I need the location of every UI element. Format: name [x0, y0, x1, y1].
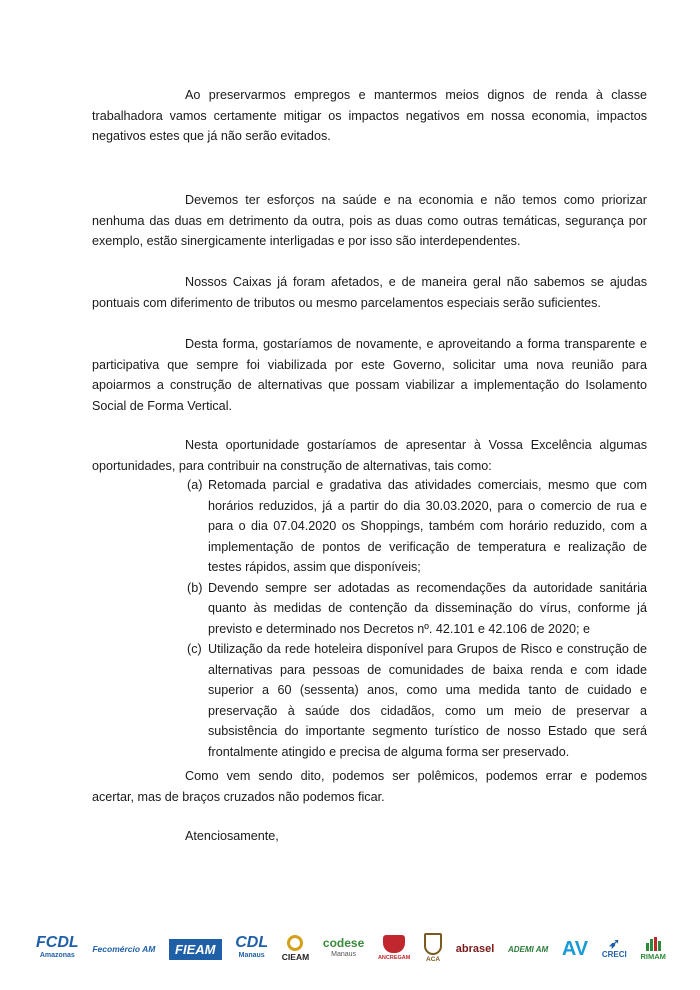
logo-fcdl: FCDL Amazonas	[36, 934, 79, 959]
list-item-text: Utilização da rede hoteleira disponível para Grupos de Risco e construção de alternativas para pessoas de comunidades de baixa renda e com idade superior a 60 (sessenta) anos, como uma medida tanto de cuidado e preservação à saúde dos cidadãos, como um meio de preservar a subsistência do importante segmento turístico de nosso Estado que será frontalmente atingido e precisa de alguma forma ser preservado.	[208, 642, 647, 759]
logo-rimam: RIMAM	[640, 930, 665, 968]
list-item	[187, 639, 647, 762]
ancregam-shield-icon	[383, 935, 405, 953]
logo-fecomercio: Fecomércio AM	[92, 944, 156, 954]
logo-codese: codese Manaus	[322, 936, 365, 958]
paragraph-2: Devemos ter esforços na saúde e na economia e não temos como priorizar nenhuma das duas em detrimento da outra, pois as duas como outras temáticas, segurança por exemplo, estão sinergicamente interligadas e por isso são interdependentes.	[92, 193, 647, 248]
proposal-list	[187, 475, 647, 762]
creci-bird-icon: ➶	[608, 935, 621, 951]
logo-ancregam: ANCREGAM	[378, 930, 410, 968]
final-paragraph: Como vem sendo dito, podemos ser polêmicos, podemos errar e podemos acertar, mas de braços cruzados não podemos ficar.	[92, 769, 647, 804]
list-marker: (b)	[187, 580, 203, 595]
logo-fieam: FIEAM	[169, 930, 221, 968]
list-item-text: Retomada parcial e gradativa das atividades comerciais, mesmo que com horários reduzidos, já a partir do dia 30.03.2020, para o comercio de rua e para o dia 07.04.2020 os Shoppings, também com horário reduzido, com a implementação de pontos de verificação de temperatura e realização de testes rápidos, assim que disponíveis;	[208, 478, 647, 574]
paragraph-1: Ao preservarmos empregos e mantermos meios dignos de renda à classe trabalhadora vamos certamente mitigar os impactos negativos em nossa economia, impactos negativos estes que já não serão evitados.	[92, 88, 647, 143]
list-item-text: Devendo sempre ser adotadas as recomendações da autoridade sanitária quanto às medidas de contenção da disseminação do vírus, conforme já previsto e determinado nos Decretos nº. 42.101 e 42.106 de 2020; e	[208, 580, 647, 636]
list-item	[187, 475, 647, 578]
aca-crest-icon	[424, 933, 442, 955]
sponsor-logos-footer	[36, 928, 666, 970]
list-marker: (a)	[187, 478, 203, 492]
rimam-bars-icon	[646, 937, 661, 951]
list-item	[187, 578, 647, 640]
cieam-icon	[287, 935, 303, 951]
logo-abrasel: abrasel	[455, 943, 495, 955]
paragraph-3: Nossos Caixas já foram afetados, e de maneira geral não sabemos se ajudas pontuais com diferimento de tributos ou mesmo parcelamentos especiais serão suficientes.	[92, 275, 647, 310]
logo-av: AV	[561, 937, 589, 960]
closing-salutation: Atenciosamente,	[185, 829, 279, 843]
logo-aca: ACA	[424, 930, 442, 968]
logo-cdl: CDL Manaus	[235, 934, 269, 959]
list-marker: (c)	[187, 642, 202, 656]
logo-ademi: ADEMI AM	[507, 944, 549, 954]
logo-creci: ➶ CRECI	[601, 935, 627, 959]
paragraph-4: Desta forma, gostaríamos de novamente, e aproveitando a forma transparente e participativa que sempre foi viabilizada por este Governo, solicitar uma nova reunião para apoiarmos a construção de alternativas que possam viabilizar a implementação do Isolamento Social de Forma Vertical.	[92, 337, 647, 413]
logo-cieam: CIEAM	[282, 930, 309, 968]
paragraph-5: Nesta oportunidade gostaríamos de apresentar à Vossa Excelência algumas oportunidades, para contribuir na construção de alternativas, tais como:	[92, 438, 647, 473]
